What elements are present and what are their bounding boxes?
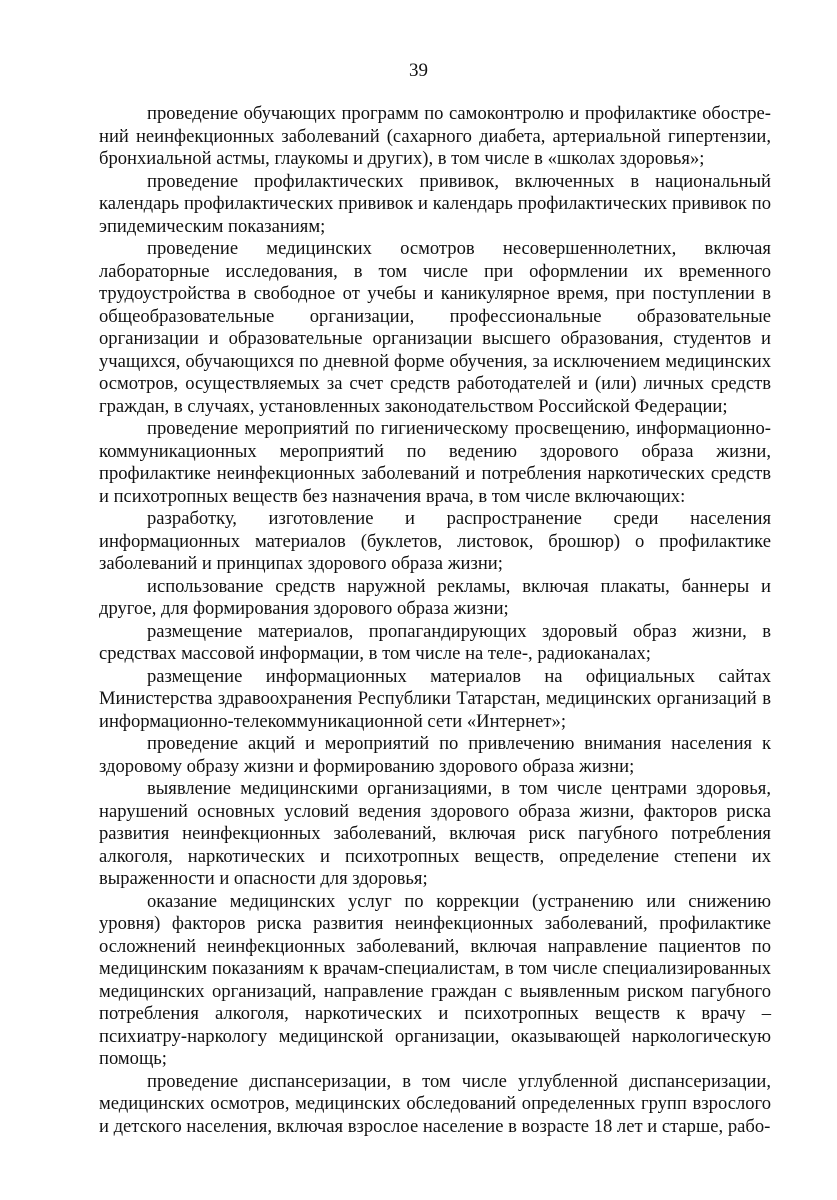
paragraph-official-websites: размещение информационных материалов на официальных сайтах Министерства здравоохранения Республики Татарстан, медицинских организаций в информационно-телекоммуникационной сети «Интернет»; [99,665,771,732]
paragraph-risk-detection: выявление медицинскими организациями, в том числе центрами здоровья, нарушений основных условий ведения здорового образа жизни, факторов риска развития неинфекционных заболеваний, включая риск пагубного потребления алкоголя, наркотических и психотропных веществ, определение степени их выраженности и опасности для здоровья; [99,778,771,889]
paragraph-campaigns: проведение акций и мероприятий по привлечению внимания населения к здоровому образу жизни и формированию здорового образа жизни; [99,733,771,777]
paragraph-mass-media: размещение материалов, пропагандирующих здоровый образ жизни, в средствах массовой информации, в том числе на теле-, радиоканалах; [99,620,771,664]
paragraph-outdoor-advertising: использование средств наружной рекламы, включая плакаты, баннеры и другое, для формирования здорового образа жизни; [99,575,771,619]
body-text [99,103,771,1138]
paragraph-info-materials: разработку, изготовление и распространение среди населения информационных материалов (буклетов, листовок, брошюр) о профилактике заболеваний и принципах здорового образа жизни; [99,508,771,574]
paragraph-hygiene-education: проведение мероприятий по гигиеническому просвещению, информационно-коммуникационных мероприятий по ведению здорового образа жизни, профилактике неинфекционных заболеваний и потребления наркотических средств и психотропных веществ без назначения врача, в том числе включающих: [99,418,771,507]
paragraph-minor-examinations: проведение медицинских осмотров несовершеннолетних, включая лабораторные исследования, в том числе при оформлении их временного трудоустройства в свободное от учебы и каникулярное время, при поступлении в общеобразовательные организации, профессиональные образовательные организации и образовательные организации высшего образования, студентов и учащихся, обучающихся по дневной форме обучения, за исключением медицинских осмотров, осуществляемых за счет средств работодателей и (или) личных средств граждан, в случаях, установленных законодательством Российской Федерации; [99,238,771,417]
paragraph-dispensarization: проведение диспансеризации, в том числе углубленной диспансеризации, медицинских осмотров, медицинских обследований определенных групп взрослого и детского населения, включая взрослое население в возрасте 18 лет и старше, рабо- [99,1070,771,1137]
paragraph-vaccinations: проведение профилактических прививок, включенных в национальный календарь профилактических прививок и календарь профилактических прививок по эпидемическим показаниям; [99,170,771,237]
paragraph-training-programs: проведение обучающих программ по самоконтролю и профилактике обостре-ний неинфекционных заболеваний (сахарного диабета, артериальной гипертензии, бронхиальной астмы, глаукомы и других), в том числе в «школах здоровья»; [99,103,771,169]
paragraph-risk-correction: оказание медицинских услуг по коррекции (устранению или снижению уровня) факторов риска развития неинфекционных заболеваний, профилактике осложнений неинфекционных заболеваний, включая направление пациентов по медицинским показаниям к врачам-специалистам, в том числе специализированных медицинских организаций, направление граждан с выявленным риском пагубного потребления алкоголя, наркотических и психотропных веществ к врачу – психиатру-наркологу медицинской организации, оказывающей наркологическую помощь; [99,890,771,1069]
page-number: 39 [409,60,428,81]
